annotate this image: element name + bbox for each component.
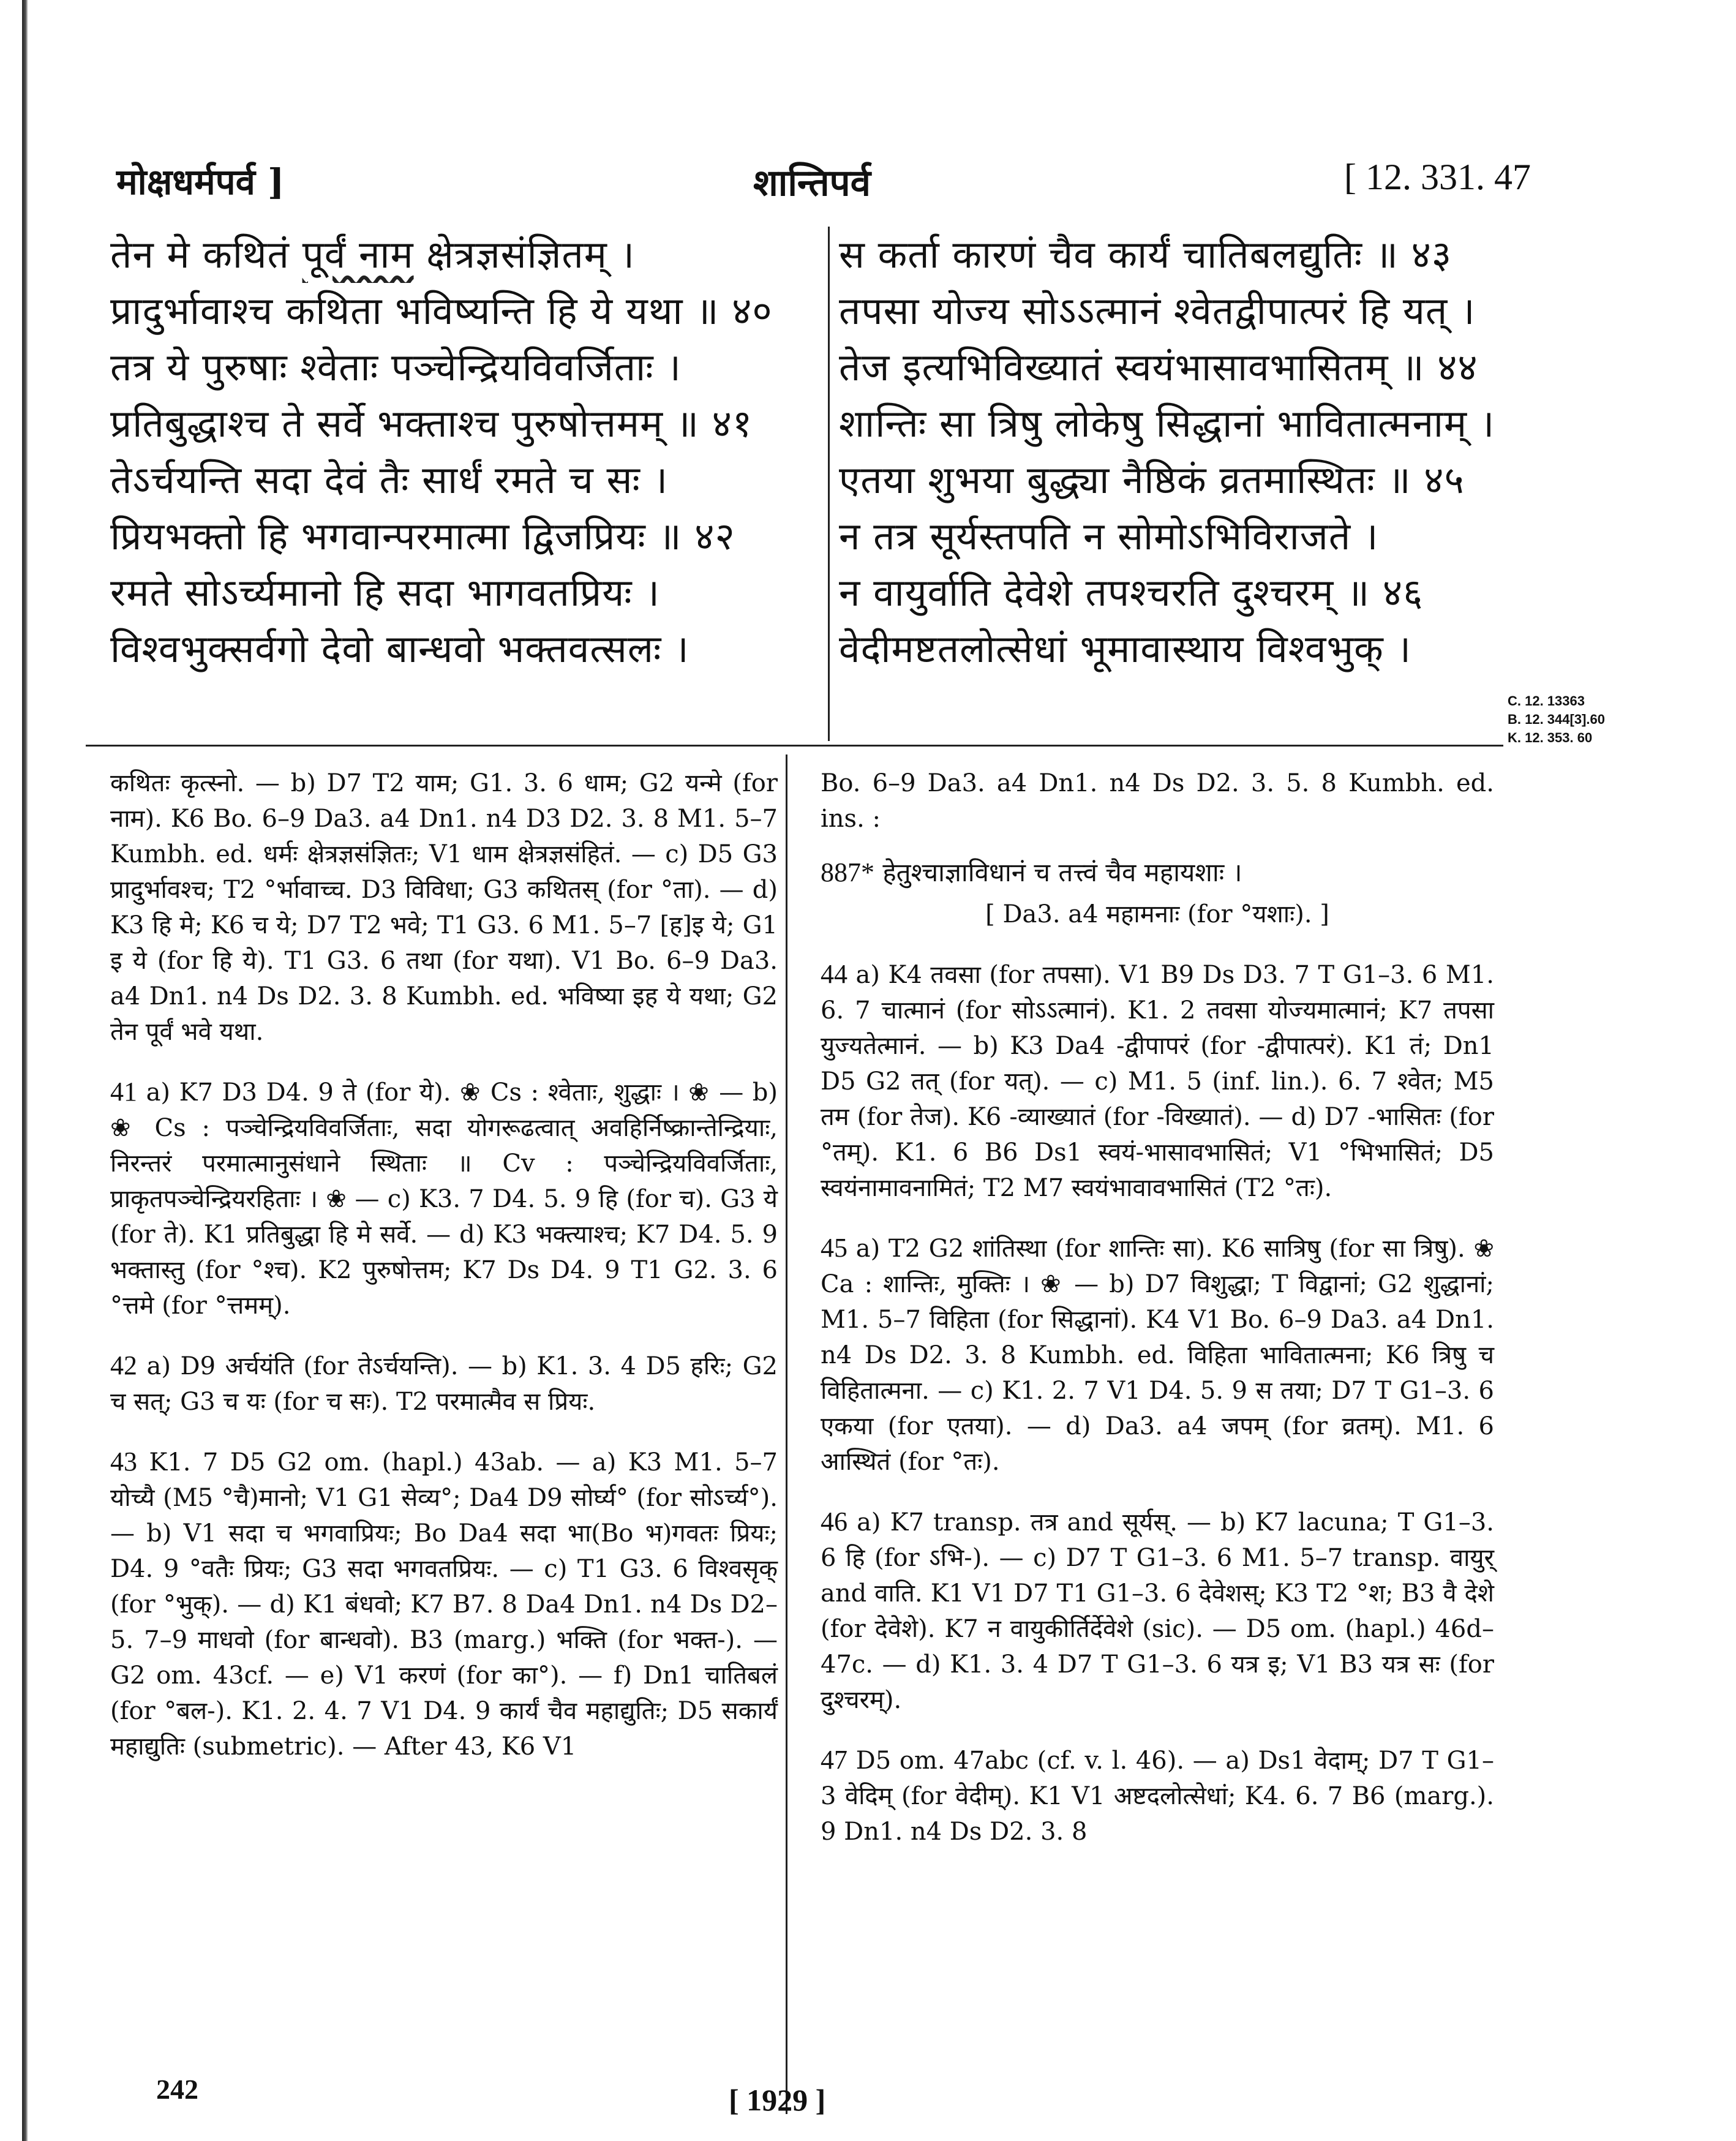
- note-number: 887*: [821, 857, 874, 887]
- verse-line: रमते सोऽर्च्यमानो हि सदा भागवतप्रियः ।: [110, 570, 660, 615]
- verse-line: तेन मे कथितं पूर्वं नाम क्षेत्रज्ञसंज्ञितम् ।: [110, 232, 636, 277]
- verse-line: एतया शुभया बुद्ध्या नैष्ठिकं व्रतमास्थितः ॥ ४५: [839, 457, 1465, 502]
- critical-note: 45 a) T2 G2 शांतिस्था (for शान्तिः सा). K6 सात्रिषु (for सा त्रिषु). ❀ Ca : शान्तिः, मुक्तिः । ❀ — b) D7 विशुद्धा; T विद्वानां; G2 शुद्धानां; M1. 5–7 विहिता (for सिद्धानां). K4 V1 Bo. 6–9 Da3. a4 Dn1. n4 Ds D2. 3. 8 Kumbh. ed. विहिता भावितात्मना; K6 त्रिषु च विहितात्मना. — c) K1. 2. 7 V1 D4. 5. 9 स तया; D7 T G1–3. 6 एकया (for एतया). — d) Da3. a4 जपम् (for व्रतम्). M1. 6 आस्थितं (for °तः).: [821, 1233, 1494, 1476]
- verse-line: तत्र ये पुरुषाः श्वेताः पञ्चेन्द्रियविवर्जिताः ।: [110, 345, 682, 389]
- critical-note: 46 a) K7 transp. तत्र and सूर्यस्. — b) K7 lacuna; T G1–3. 6 हि (for ऽभि-). — c) D7 T G1–3. 6 M1. 5–7 transp. वायुर् and वाति. K1 V1 D7 T1 G1–3. 6 देवेशस्; K3 T2 °श; B3 वै देशे (for देवेशे). K7 न वायुकीर्तिर्देवेशे (sic). — D5 om. (hapl.) 46d–47c. — d) K1. 3. 4 D7 T G1–3. 6 यत्र इ; V1 B3 यत्र सः (for दुश्चरम्).: [821, 1507, 1495, 1714]
- insertion-variant: [ Da3. a4 महामनाः (for °यशाः). ]: [985, 900, 1329, 928]
- verse-line: न तत्र सूर्यस्तपति न सोमोऽभिविराजते ।: [839, 514, 1379, 559]
- critical-note: 41 a) K7 D3 D4. 9 ते (for ये). ❀ Cs : श्वेताः, शुद्धाः । ❀ — b) ❀ Cs : पञ्चेन्द्रियविवर्जिताः, सदा योगरूढत्वात् अवहिर्निष्क्रान्तेन्द्रियाः, निरन्तरं परमात्मानुसंधाने स्थिताः ॥ Cv : पञ्चेन्द्रियविवर्जिताः, प्राकृतपञ्चेन्द्रियरहिताः । ❀ — c) K3. 7 D4. 5. 9 हि (for च). G3 ये (for ते). K1 प्रतिबुद्धा हि मे सर्वे. — d) K3 भक्त्याश्च; K7 D4. 5. 9 भक्तास्तु (for °श्च). K2 पुरुषोत्तम; K7 Ds D4. 9 T1 G2. 3. 6 °त्तमे (for °त्तमम्).: [110, 1077, 778, 1320]
- notes-column-right: [821, 766, 1494, 1874]
- note-number: 47: [821, 1745, 847, 1775]
- critical-note: 43 K1. 7 D5 G2 om. (hapl.) 43ab. — a) K3 M1. 5–7 योच्यै (M5 °चै)मानो; V1 G1 सेव्य°; Da4 D9 सोर्घ्य° (for सोऽर्च्य°). — b) V1 सदा च भगवाप्रियः; Bo Da4 सदा भा(Bo भ)गवतः प्रियः; D4. 9 °वतैः प्रियः; G3 सदा भगवतप्रियः. — c) T1 G3. 6 विश्वसृक् (for °भुक्). — d) K1 बंधवो; K7 B7. 8 Da4 Dn1. n4 Ds D2–5. 7–9 माधवो (for बान्धवो). B3 (marg.) भक्ति (for भक्त-). — G2 om. 43cf. — e) V1 करणं (for का°). — f) Dn1 चातिबलं (for °बल-). K1. 2. 4. 7 V1 D4. 9 कार्यं चैव महाद्युतिः; D5 सकार्यं महाद्युतिः (submetric). — After 43, K6 V1: [110, 1447, 778, 1761]
- verse-line: तेज इत्यभिविख्यातं स्वयंभासावभासितम् ॥ ४४: [839, 345, 1478, 389]
- section-title: मोक्षधर्मपर्व ]: [116, 161, 285, 203]
- verse-line: तेऽर्चयन्ति सदा देवं तैः सार्धं रमते च सः ।: [110, 457, 669, 502]
- verse-line: वेदीमष्टतलोत्सेधां भूमावास्थाय विश्वभुक् ।: [839, 626, 1411, 671]
- concordance-references: [1508, 692, 1605, 747]
- note-number: 44: [821, 959, 847, 989]
- volume-page-number: [ 1929 ]: [729, 2083, 826, 2117]
- verse-column-right: [839, 227, 1549, 677]
- notes-column-divider: [786, 754, 787, 2114]
- concordance-ref: B. 12. 344[3].60: [1508, 712, 1605, 727]
- insertion-passage: 887* हेतुश्चाज्ञाविधानं च तत्त्वं चैव महायशाः ।: [821, 857, 1242, 887]
- critical-note: 42 a) D9 अर्चयंति (for तेऽर्चयन्ति). — b) K1. 3. 4 D5 हरिः; G2 च सत्; G3 च यः (for च सः). T2 परमात्मैव स प्रियः.: [110, 1350, 778, 1416]
- note-number: 43: [110, 1447, 137, 1477]
- concordance-ref: K. 12. 353. 60: [1508, 730, 1593, 745]
- note-number: 41: [110, 1077, 137, 1107]
- note-number: 45: [821, 1233, 847, 1263]
- concordance-ref: C. 12. 13363: [1508, 693, 1585, 709]
- book-title: शान्तिपर्व: [753, 162, 871, 205]
- page-number: 242: [156, 2074, 198, 2105]
- notes-column-left: [110, 766, 778, 1789]
- verse-line: न वायुर्वाति देवेशे तपश्चरति दुश्चरम् ॥ ४६: [839, 570, 1424, 615]
- running-header: [116, 156, 1531, 205]
- verse-line: शान्तिः सा त्रिषु लोकेषु सिद्धानां भावितात्मनाम् ।: [839, 401, 1495, 446]
- critical-note: 44 a) K4 तवसा (for तपसा). V1 B9 Ds D3. 7 T G1–3. 6 M1. 6. 7 चात्मानं (for सोऽऽत्मानं). K1. 2 तवसा योज्यमात्मानं; K7 तपसा युज्यतेत्मानं. — b) K3 Da4 -द्वीपापरं (for -द्वीपात्परं). K1 तं; Dn1 D5 G2 तत् (for यत्). — c) M1. 5 (inf. lin.). 6. 7 श्वेत; M5 तम (for तेज). K6 -व्याख्यातं (for -विख्यातं). — d) D7 -भासितः (for °तम्). K1. 6 B6 Ds1 स्वयं-भासावभासितं; V1 °भिभासितं; D5 स्वयंनामावनामितं; T2 M7 स्वयंभावावभासितं (T2 °तः).: [821, 959, 1494, 1202]
- verse-line: प्रियभक्तो हि भगवान्परमात्मा द्विजप्रियः ॥ ४२: [110, 514, 735, 559]
- note-number: 42: [110, 1350, 137, 1380]
- verse-line: प्रादुर्भावाश्च कथिता भविष्यन्ति हि ये यथा ॥ ४०: [110, 288, 773, 333]
- verse-column-divider: [828, 227, 830, 741]
- verse-line: तपसा योज्य सोऽऽत्मानं श्वेतद्वीपात्परं हि यत् ।: [839, 288, 1476, 333]
- critical-note: कथितः कृत्स्नो. — b) D7 T2 याम; G1. 3. 6 धाम; G2 यन्मे (for नाम). K6 Bo. 6–9 Da3. a4 Dn1. n4 D3 D2. 3. 8 M1. 5–7 Kumbh. ed. धर्मः क्षेत्रज्ञसंज्ञितः; V1 धाम क्षेत्रज्ञसंहितं. — c) D5 G3 प्रादुर्भावश्च; T2 °र्भावाच्च. D3 विविधा; G3 कथितस् (for °ता). — d) K3 हि मे; K6 च ये; D7 T2 भवे; T1 G3. 6 M1. 5–7 [ह]इ ये; G1 इ ये (for हि ये). T1 G3. 6 तथा (for यथा). V1 Bo. 6–9 Da3. a4 Dn1. n4 Ds D2. 3. 8 Kumbh. ed. भविष्या इह ये यथा; G2 तेन पूर्वं भवे यथा.: [110, 769, 778, 1046]
- note-number: 46: [821, 1507, 847, 1537]
- wavy-underlined-text: पूर्वं नाम: [302, 232, 414, 277]
- verse-line: विश्वभुक्सर्वगो देवो बान्धवो भक्तवत्सलः ।: [110, 626, 690, 671]
- horizontal-rule: [86, 745, 1503, 747]
- verse-line: प्रतिबुद्धाश्च ते सर्वे भक्ताश्च पुरुषोत्तमम् ॥ ४१: [110, 401, 753, 446]
- verse-reference: [ 12. 331. 47: [1344, 157, 1531, 197]
- critical-note: Bo. 6–9 Da3. a4 Dn1. n4 Ds D2. 3. 5. 8 Kumbh. ed. ins. :: [821, 769, 1494, 833]
- critical-note: 47 D5 om. 47abc (cf. v. l. 46). — a) Ds1 वेदाम्; D7 T G1–3 वेदिम् (for वेदीम्). K1 V1 अष्टदलोत्सेधां; K4. 6. 7 B6 (marg.). 9 Dn1. n4 Ds D2. 3. 8: [821, 1745, 1495, 1846]
- verse-column-left: [110, 227, 821, 677]
- verse-line: स कर्ता कारणं चैव कार्यं चातिबलद्युतिः ॥ ४३: [839, 232, 1452, 277]
